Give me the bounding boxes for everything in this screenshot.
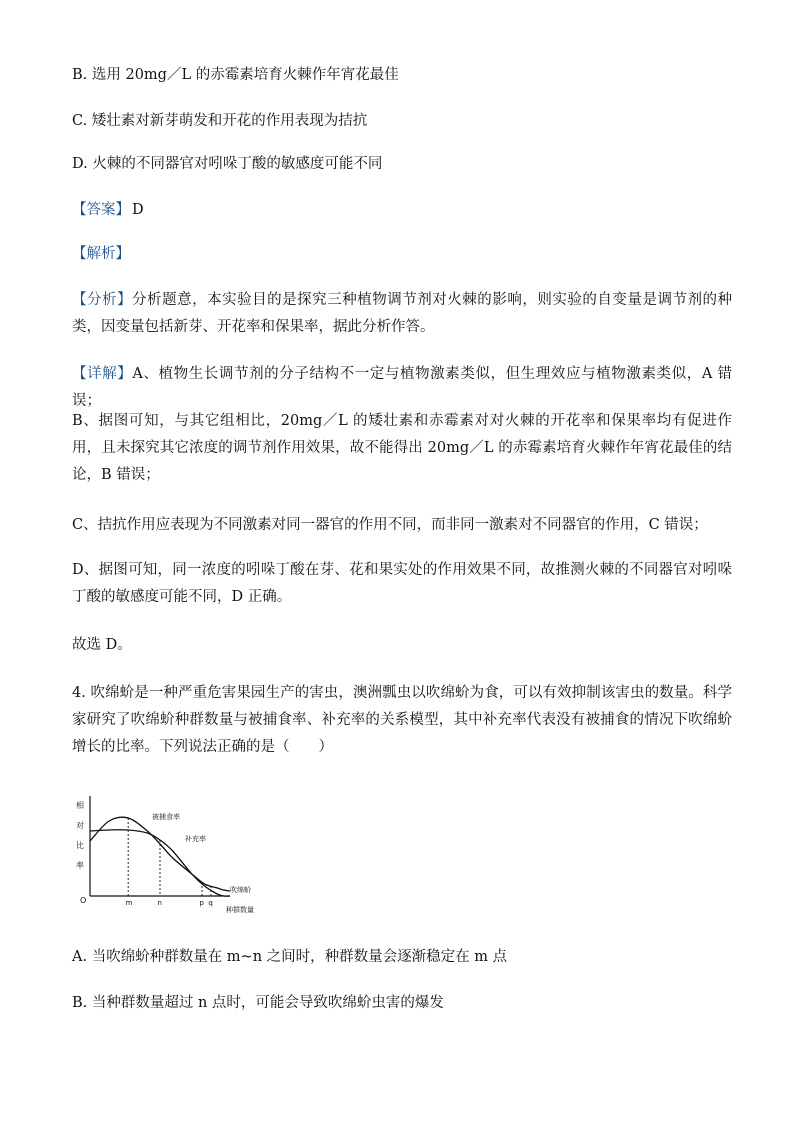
answer-label: 【答案】 (72, 202, 130, 218)
q3-option-c: C. 矮壮素对新芽萌发和开花的作用表现为拮抗 (72, 113, 368, 129)
analysis-label: 【解析】 (72, 246, 130, 262)
q4-option-a: A. 当吹绵蚧种群数量在 m~n 之间时，种群数量会逐渐稳定在 m 点 (72, 949, 508, 965)
x-axis-label-line1: 吹绵蚧 (230, 886, 251, 894)
fenxi-label: 【分析】 (72, 292, 133, 308)
xiangjie-a-text: A、植物生长调节剂的分子结构不一定与植物激素类似，但生理效应与植物激素类似，A 错误； (72, 366, 732, 409)
tick-label-p: p (199, 899, 204, 907)
tick-label-n: n (157, 899, 162, 907)
y-axis-label (76, 800, 84, 870)
conclusion: 故选 D。 (72, 637, 132, 653)
xiangjie-paragraph-b: B、据图可知，与其它组相比，20mg／L 的矮壮素和赤霉素对对火棘的开花率和保果率均有促进作用，且未探究其它浓度的调节剂作用效果，故不能得出 20mg／L 的赤霉素培育火棘作年宵花最佳的结论，B 错误； (72, 413, 732, 483)
predation-curve-label: 被捕食率 (152, 813, 180, 821)
xiangjie-paragraph-d: D、据图可知，同一浓度的吲哚丁酸在芽、花和果实处的作用效果不同，故推测火棘的不同器官对吲哚丁酸的敏感度可能不同，D 正确。 (72, 562, 732, 605)
tick-label-m: m (125, 899, 133, 907)
xiangjie-paragraph-a (72, 361, 732, 415)
x-axis-label-line2: 种群数量 (226, 906, 254, 914)
q3-option-d: D. 火棘的不同器官对吲哚丁酸的敏感度可能不同 (72, 156, 383, 172)
y-label-char: 率 (76, 861, 84, 870)
y-label-char: 比 (76, 841, 84, 850)
answer-line (72, 197, 734, 224)
fenxi-text: 分析题意，本实验目的是探究三种植物调节剂对火棘的影响，则实验的自变量是调节剂的种类，因变量包括新芽、开花率和保果率，据此分析作答。 (72, 292, 732, 335)
answer-value: D (132, 202, 144, 218)
xiangjie-label: 【详解】 (72, 366, 133, 382)
analysis-heading (72, 241, 734, 268)
fenxi-paragraph (72, 287, 732, 341)
y-label-char: 对 (76, 821, 84, 830)
predation-rate-curve (90, 817, 230, 891)
tick-label-q: q (208, 899, 213, 907)
origin-label: O (80, 896, 87, 905)
q4-option-b: B. 当种群数量超过 n 点时，可能会导致吹绵蚧虫害的爆发 (72, 995, 444, 1011)
q4-stem: 4. 吹绵蚧是一种严重危害果园生产的害虫，澳洲瓢虫以吹绵蚧为食，可以有效抑制该害虫的数量。科学家研究了吹绵蚧种群数量与被捕食率、补充率的关系模型，其中补充率代表没有被捕食的情况下吹绵蚧增长的比率。下列说法正确的是（ ） (72, 685, 732, 755)
y-label-char: 相 (76, 801, 84, 810)
q3-option-b: B. 选用 20mg／L 的赤霉素培育火棘作年宵花最佳 (72, 67, 399, 83)
xiangjie-paragraph-c: C、拮抗作用应表现为不同激素对同一器官的作用不同，而非同一激素对不同器官的作用，C 错误； (72, 517, 708, 533)
recruitment-curve-label: 补充率 (185, 835, 206, 843)
population-model-figure (70, 786, 270, 916)
